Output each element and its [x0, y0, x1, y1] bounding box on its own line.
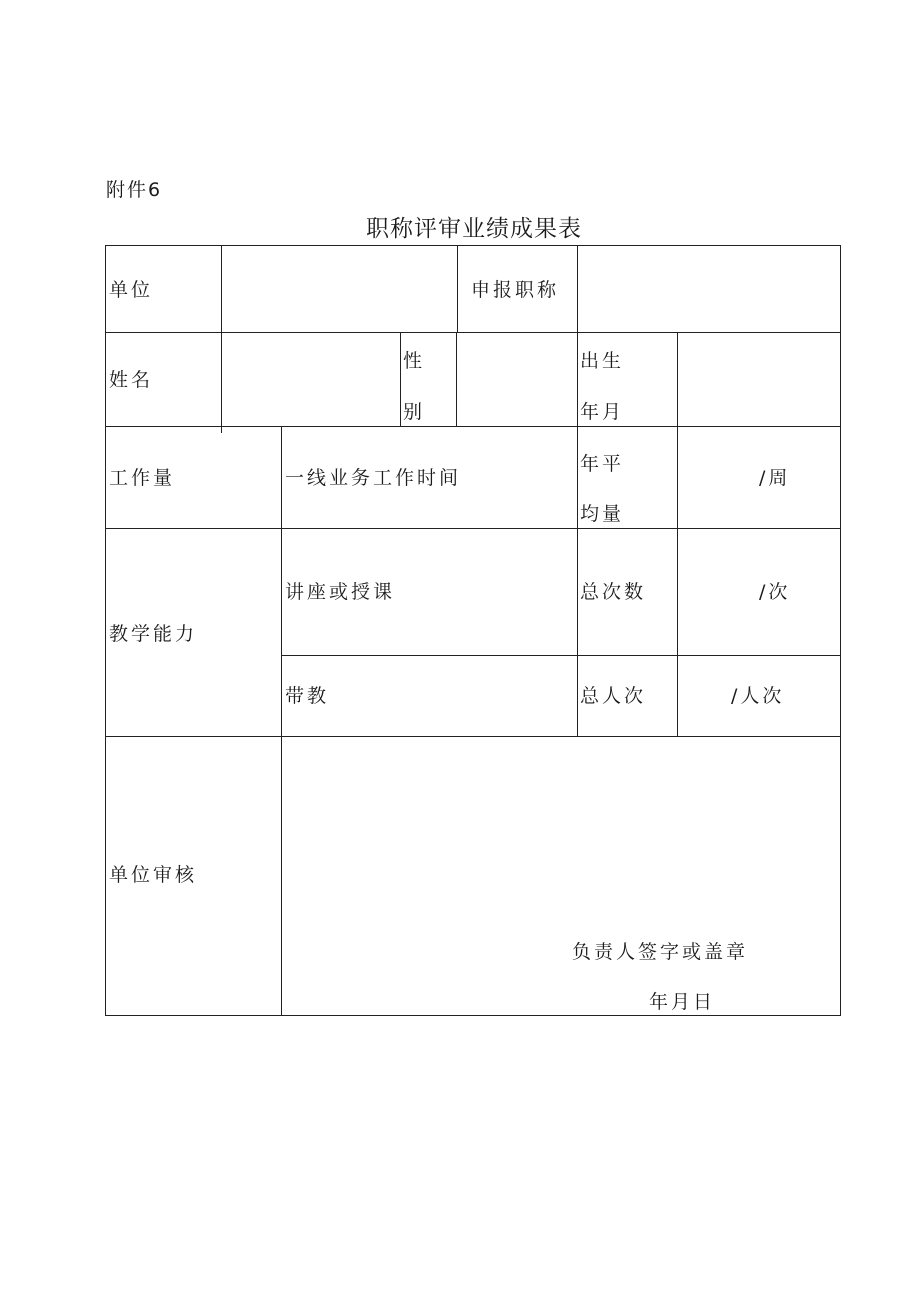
table-border-bottom — [105, 1015, 841, 1016]
table-border-right — [840, 245, 841, 1016]
birth-label-line2: 年月 — [580, 401, 625, 423]
row-divider — [281, 655, 841, 656]
gender-field[interactable] — [461, 371, 573, 393]
row-divider — [105, 426, 841, 427]
total-times-label: 总次数 — [580, 581, 647, 603]
total-person-times-unit: /人次 — [731, 685, 785, 707]
annual-avg-label-line1: 年平 — [580, 453, 625, 475]
date-label: 年月日 — [649, 991, 716, 1013]
table-border-left — [105, 245, 106, 1016]
name-label: 姓名 — [109, 369, 154, 391]
col-divider — [221, 245, 222, 433]
col-divider — [400, 332, 401, 427]
page-title: 职称评审业绩成果表 — [366, 216, 582, 242]
review-label: 单位审核 — [109, 864, 198, 886]
applied-title-label: 申报职称 — [471, 279, 560, 301]
workload-label: 工作量 — [109, 467, 176, 489]
col-divider — [281, 426, 282, 1016]
frontline-label: 一线业务工作时间 — [285, 467, 462, 489]
signature-label: 负责人签字或盖章 — [572, 941, 749, 963]
annual-avg-label-line2: 均量 — [580, 503, 625, 525]
col-divider — [577, 245, 578, 737]
total-person-times-label: 总人次 — [580, 685, 647, 707]
birth-label-line1: 出生 — [580, 350, 625, 372]
lecture-label: 讲座或授课 — [285, 581, 396, 603]
col-divider — [456, 332, 457, 427]
row-divider — [105, 736, 841, 737]
annual-avg-unit: /周 — [759, 467, 791, 489]
mentoring-label: 带教 — [285, 685, 330, 707]
total-times-unit: /次 — [759, 581, 791, 603]
applied-title-field[interactable] — [582, 281, 836, 303]
attachment-label: 附件6 — [106, 179, 163, 201]
name-field[interactable] — [226, 371, 396, 393]
birth-field[interactable] — [682, 371, 836, 393]
row-divider — [105, 332, 841, 333]
gender-label-line2: 别 — [403, 401, 426, 423]
col-divider — [457, 245, 458, 333]
table-border-top — [105, 245, 841, 246]
teaching-label: 教学能力 — [109, 623, 198, 645]
unit-label: 单位 — [109, 279, 154, 301]
col-divider — [677, 332, 678, 737]
unit-field[interactable] — [226, 281, 452, 303]
gender-label-line1: 性 — [403, 350, 426, 372]
row-divider — [105, 528, 841, 529]
